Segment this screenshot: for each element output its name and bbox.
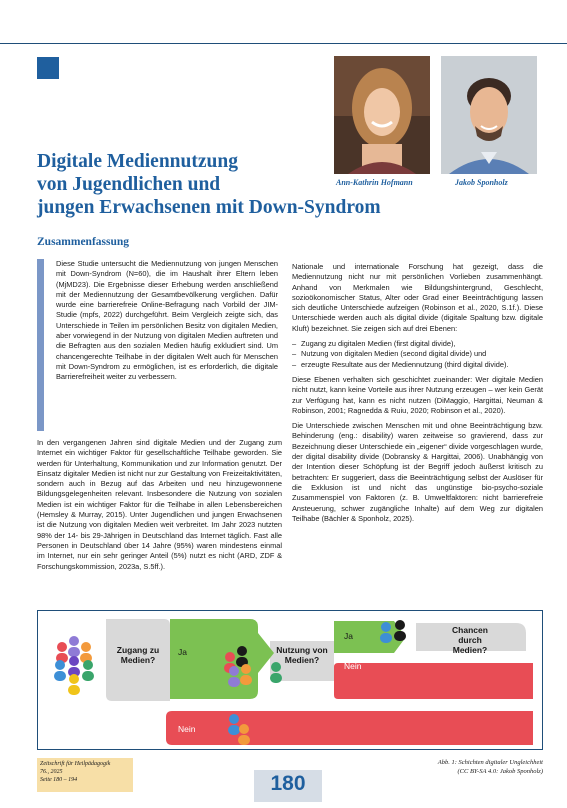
- digital-divide-figure: [37, 610, 543, 750]
- no-band-1: [166, 711, 533, 745]
- abstract-block: [37, 259, 277, 431]
- no-band-2: [334, 663, 533, 699]
- journal-name: Zeitschrift für Heilpädagogik: [40, 761, 111, 767]
- author-caption-2: Jakob Sponholz: [455, 178, 508, 187]
- label-line: Medien?: [452, 645, 488, 655]
- yes-arrow-1: [170, 619, 274, 699]
- journal-pages: Seite 180 – 194: [40, 777, 78, 783]
- yes-label-1: Ja: [178, 647, 187, 657]
- abstract-heading: Zusammenfassung: [37, 236, 130, 248]
- left-column: [37, 438, 282, 577]
- right-column: [292, 262, 543, 529]
- left-paragraph: In den vergangenen Jahren sind digitale Medien und der Zugang zum Internet ein wichtiger Faktor für gesellschaftliche Teilhabe geworden. Sie werden für Unterhaltung, Kommunikation und zur Information genutzt. Der Einsatz digitaler Medien ist nicht nur zur Gestaltung von Freizeitaktivitäten, sondern auch in Bezug auf das Arbeiten und neu hinzugewonnene Bildungsgelegenheiten relevant. Insbesondere die Nutzung von sozialen Medien ist ein wichtiger Faktor für die Teilhabe in allen Lebensbereichen (Hemsley & Murray, 2015). Unter Jugendlichen und jungen Erwachsenen ist die Nutzung von digitalen Medien weit verbreitet. Im Jahr 2023 nutzten 98% der 14- bis 29-Jährigen in Deutschland das Internet täglich. Fast alle Personen in Deutschland über 14 Jahre (95%) waren mindestens einmal im Internet, nur ein sehr geringer Anteil (5%) nutzt es nicht (ARD, ZDF & Forschungskommission, 2023a, S.5ff.).: [37, 438, 282, 571]
- abstract-bar: [37, 259, 44, 431]
- label-line: Medien?: [120, 655, 156, 665]
- people-icon: [54, 636, 94, 695]
- list-item: – Nutzung von digitalen Medien (second digital divide) und: [301, 349, 543, 359]
- divide-list: [292, 339, 543, 370]
- label-line: Chancen: [452, 625, 488, 635]
- right-paragraph-2: Diese Ebenen verhalten sich geschichtet zueinander: Wer digitale Medien nicht nutzt, kann keine Vorteile aus ihrer Nutzung erzeugen – wer kein Gerät zur Verfügung hat, kann es nicht nutzen (DiMaggio, Hargittai, Neuman & Robinson, 2001; Ragnedda & Ruiu, 2020; Robinson et al., 2020).: [292, 374, 543, 415]
- title-line-1: Digitale Mediennutzung: [37, 151, 238, 172]
- author-caption-1: Ann-Kathrin Hofmann: [336, 178, 413, 187]
- label-line: Medien?: [284, 655, 320, 665]
- figure-caption-credit: (CC BY-SA 4.0: Jakob Sponholz): [457, 768, 543, 775]
- access-label: [117, 645, 160, 665]
- title-line-2: von Jugendlichen und: [37, 174, 221, 195]
- journal-volume: 76., 2025: [40, 769, 63, 775]
- label-line: durch: [458, 635, 482, 645]
- figure-caption-title: Abb. 1: Schichten digitaler Ungleichheit: [437, 759, 543, 766]
- right-paragraph-3: Die Unterschiede zwischen Menschen mit und ohne Beeinträchtigung bzw. Behinderung (eng.: disability) waren zeitweise so gravierend, dass zur Bezeichnung dieser Unterschiede ein „eigener“ divide vorgeschlagen wurde, der digital disability divide (Dobransky & Hargittai, 2006). Unabhängig von der Intention dieser Schöpfung ist der Begriff jedoch äußerst kritisch zu betrachten: Er suggeriert, dass die Beeinträchtigung selbst der Auslöser für die Exklusion ist und nicht das ungünstige bio-psycho-soziale Zusammenspiel von Faktoren (z. B. Umweltfaktoren: nicht barrierefreie Ansteuerung, schwer zugängliche Inhalte) auf dem Weg zur digitalen Teilhabe (Bächler & Sponholz, 2025).: [292, 421, 543, 523]
- no-label-2: Nein: [344, 661, 362, 671]
- journal-info: [37, 758, 133, 792]
- author-photo-sponholz: [441, 56, 537, 174]
- yes-label-2: Ja: [344, 631, 353, 641]
- right-paragraph-1: Nationale und internationale Forschung hat gezeigt, dass die Mediennutzung nicht nur mit persönlichen Vorlieben zusammenhängt. Anhand von Merkmalen wie Bildungshintergrund, Geschlecht, sozioökonomischer Status, Alter oder Grad einer Beeinträchtigung lassen sich deutliche Unterschiede aufzeigen (Robinson et al., 2020, S.1f.). Diese Unterschiede werden auch als digital divide (digitale Spaltung bzw. digitale Kluft) bezeichnet. Sie zeigen sich auf drei Ebenen:: [292, 262, 543, 333]
- label-line: Nutzung von: [276, 645, 328, 655]
- figure-caption: [438, 758, 543, 776]
- abstract-text: Diese Studie untersucht die Mediennutzung von jungen Menschen mit Down-Syndrom (N=60), die im Haushalt ihrer Eltern leben (MjMD23). Die Ergebnisse dieser Erhebung werden anschließend mit der Mediennutzung der Gesamtbevölkerung verglichen. Dafür wurde eine barrierefreie Online-Befragung nach Vorbild der JIM-Studie (mpfs, 2022) durchgeführt. Beim Vergleich zeigte sich, das Unterschiede in Teilen im persönlichen Besitz von digitalen Medien, aber vorwiegend in der Nutzung von digitalen Medien auftreten und die Befragten aus den sozialen Medien häufig exkludiert sind. Um chancengerechte Teilhabe in der digitalen Welt auch für Menschen mit Down-Syndrom zu ermöglichen, ist es erforderlich, die digitale Barrierefreiheit weiter zu verbessern.: [56, 259, 278, 382]
- no-label-1: Nein: [178, 724, 196, 734]
- section-marker: [37, 57, 59, 79]
- title-line-3: jungen Erwachsenen mit Down-Syndrom: [37, 197, 381, 218]
- label-line: Zugang zu: [116, 645, 160, 655]
- page-number: 180: [270, 772, 306, 795]
- list-item: – erzeugte Resultate aus der Mediennutzung (third digital divide).: [301, 360, 543, 370]
- top-rule: [0, 43, 567, 44]
- list-item: – Zugang zu digitalen Medien (first digital divide),: [301, 339, 543, 349]
- article-title: [37, 150, 397, 219]
